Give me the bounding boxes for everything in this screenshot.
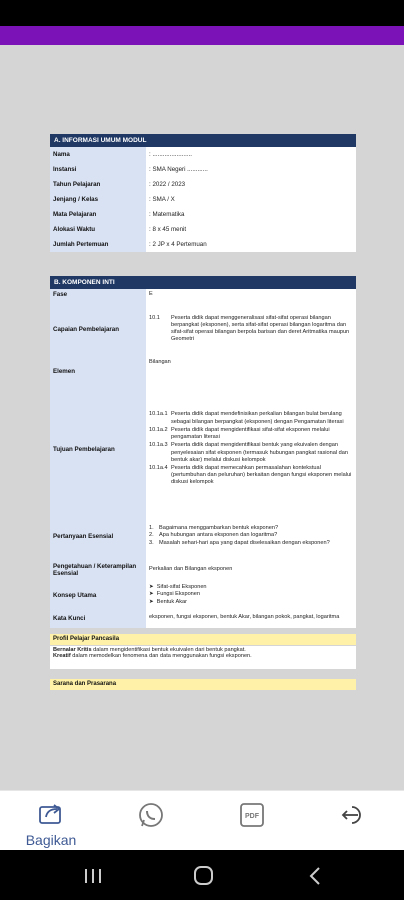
pertanyaan-num: 3. — [149, 539, 154, 546]
row-value: : Matematika — [146, 207, 356, 222]
whatsapp-button[interactable] — [121, 801, 181, 847]
capaian-num: 10.1 — [149, 314, 160, 321]
konsep-label: Konsep Utama — [50, 582, 146, 608]
profil-body — [50, 646, 356, 669]
konsep-text: Bentuk Akar — [156, 598, 187, 605]
profil-text: dalam mengidentifikasi bentuk ekuivalen dari bentuk pangkat. — [93, 647, 246, 653]
home-button[interactable] — [188, 864, 218, 888]
pertanyaan-text: Apa hubungan antara eksponen dan logaritma? — [159, 532, 278, 539]
konsep-item: ➤ Sifat-sifat Eksponen — [149, 584, 207, 591]
row-value: : 2 JP x 4 Pertemuan — [146, 237, 356, 252]
pertanyaan-text: Bagaimana menggambarkan bentuk eksponen? — [159, 525, 279, 532]
tujuan-text: Peserta didik dapat mendefinisikan perkalian bilangan bulat berulang sebagai bilangan berpangkat (eksponen) dengan Pengamatan literasi — [171, 411, 344, 425]
tujuan-num: 10.1a.3 — [149, 442, 168, 449]
whatsapp-icon — [137, 801, 165, 829]
exit-button[interactable] — [324, 801, 384, 847]
svg-text:PDF: PDF — [245, 813, 259, 820]
status-bar — [0, 0, 404, 26]
tujuan-text: Peserta didik dapat memecahkan permasalahan kontekstual (pertumbuhan dan peluruhan) berkaitan dengan fungsi eksponen melalui diskusi kelompok — [171, 464, 352, 486]
bottom-navigation — [0, 790, 404, 850]
profil-bold: Bernalar Kritis — [53, 647, 92, 653]
tujuan-num: 10.1a.4 — [149, 464, 168, 471]
row-value: : SMA / X — [146, 192, 356, 207]
fase-label: Fase — [50, 289, 146, 300]
row-label: Instansi — [50, 162, 146, 177]
section-a-table — [50, 147, 356, 252]
kata-kunci-value: eksponen, fungsi eksponen, bentuk Akar, bilangan pokok, pangkat, logaritma — [146, 608, 356, 628]
capaian-label: Capaian Pembelajaran — [50, 300, 146, 358]
section-a-header: A. INFORMASI UMUM MODUL — [50, 134, 356, 147]
row-label: Alokasi Waktu — [50, 222, 146, 237]
back-icon — [300, 864, 330, 888]
tujuan-label: Tujuan Pembelajaran — [50, 384, 146, 514]
app-bar — [0, 26, 404, 45]
pertanyaan-text: Masalah sehari-hari apa yang dapat diselesaikan dengan eksponen? — [159, 539, 330, 546]
row-label: Jumlah Pertemuan — [50, 237, 146, 252]
profil-bold: Kreatif — [53, 653, 71, 659]
back-button[interactable] — [300, 864, 330, 888]
tujuan-num: 10.1a.1 — [149, 411, 168, 418]
row-label: Nama — [50, 147, 146, 162]
profil-header: Profil Pelajar Pancasila — [50, 634, 356, 645]
capaian-text: Peserta didik dapat menggeneralisasi sifat-sifat operasi bilangan berpangkat (eksponen), serta sifat-sifat operasi bilangan logaritma dan sifat-sifat operasi bilangan berpola barisan dan deret Aritmatika maupun Geometri — [171, 314, 350, 343]
tujuan-text: Peserta didik dapat mengidentifikasi bentuk yang ekuivalen dengan penyelesaian sifat eksponen (termasuk hubungan pangkat rasional dan bentuk akar) melalui diskusi kelompok — [171, 442, 348, 463]
pdf-button[interactable] — [222, 801, 282, 847]
pengetahuan-value: Perkalian dan Bilangan eksponen — [146, 558, 356, 582]
recent-apps-icon — [78, 864, 108, 888]
pertanyaan-label: Pertanyaan Esensial — [50, 514, 146, 558]
section-b-header: B. KOMPONEN INTI — [50, 276, 356, 289]
share-button[interactable] — [21, 801, 81, 847]
row-value: : 8 x 45 menit — [146, 222, 356, 237]
profil-text: dalam memodelkan fenomena dan data menggunakan fungsi eksponen. — [72, 653, 252, 659]
document-viewer[interactable] — [0, 45, 404, 790]
pdf-icon — [238, 801, 266, 829]
konsep-item: ➤ Fungsi Eksponen — [149, 591, 201, 598]
share-label: Bagikan — [25, 832, 77, 848]
fase-value: E — [146, 289, 356, 300]
kata-kunci-label: Kata Kunci — [50, 608, 146, 628]
tujuan-num: 10.1a.2 — [149, 426, 168, 433]
konsep-item: ➤ Bentuk Akar — [149, 598, 187, 605]
pertanyaan-num: 2. — [149, 532, 154, 539]
elemen-value: Bilangan — [146, 358, 356, 384]
konsep-text: Sifat-sifat Eksponen — [156, 584, 207, 591]
share-icon — [37, 801, 65, 825]
system-navigation-bar — [0, 850, 404, 900]
row-value: : ....................... — [146, 147, 356, 162]
sarana-header: Sarana dan Prasarana — [50, 679, 356, 690]
row-label: Mata Pelajaran — [50, 207, 146, 222]
pengetahuan-label: Pengetahuan / Keterampilan Esensial — [50, 558, 146, 582]
section-b-table — [50, 289, 356, 628]
document-page — [40, 45, 364, 790]
row-label: Tahun Pelajaran — [50, 177, 146, 192]
pertanyaan-num: 1. — [149, 525, 154, 532]
exit-icon — [340, 801, 368, 829]
home-icon — [188, 864, 218, 888]
row-label: Jenjang / Kelas — [50, 192, 146, 207]
recent-apps-button[interactable] — [78, 864, 108, 888]
tujuan-text: Peserta didik dapat mengidentifikasi sifat-sifat eksponen melalui pengamatan literasi — [171, 426, 330, 441]
row-value: : 2022 / 2023 — [146, 177, 356, 192]
elemen-label: Elemen — [50, 358, 146, 384]
row-value: : SMA Negeri ............ — [146, 162, 356, 177]
konsep-text: Fungsi Eksponen — [156, 591, 201, 598]
